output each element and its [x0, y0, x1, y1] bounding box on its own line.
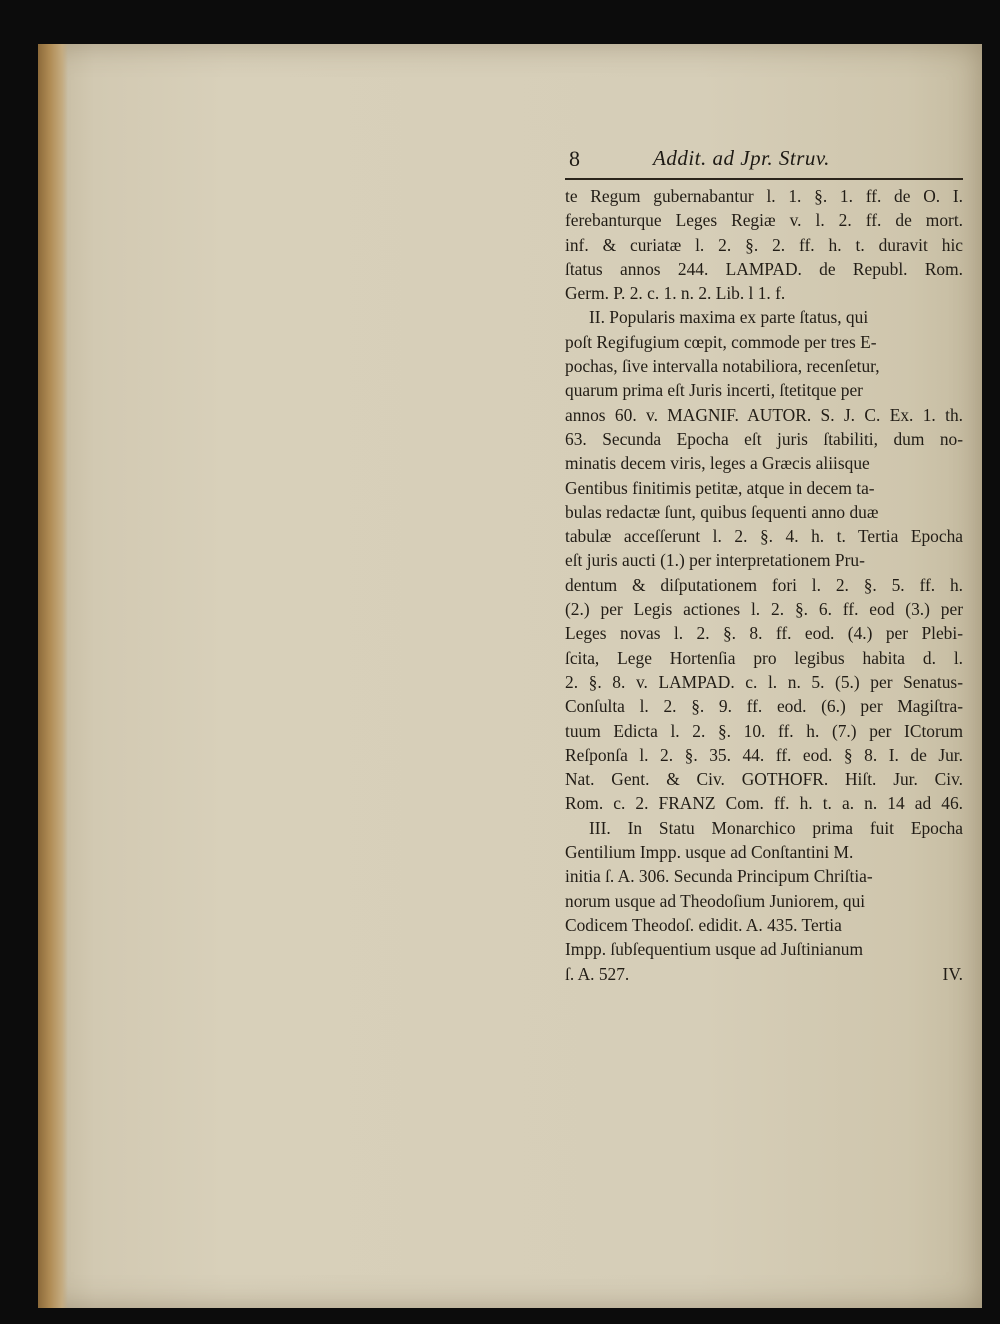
text-line: te Regum gubernabantur l. 1. §. 1. ff. de O. I. — [565, 186, 963, 206]
text-line: Germ. P. 2. c. 1. n. 2. Lib. l 1. f. — [565, 283, 786, 304]
text-line: Impp. ſubſequentium usque ad Juſtinianum — [565, 939, 864, 960]
final-text: ſ. A. 527. — [565, 963, 630, 984]
text-line: II. Popularis maxima ex parte ſtatus, qui — [589, 307, 869, 328]
text-line: Codicem Theodoſ. edidit. A. 435. Tertia — [565, 914, 842, 935]
text-line: tuum Edicta l. 2. §. 10. ff. h. (7.) per ICtorum — [565, 720, 963, 741]
text-line: annos 60. v. MAGNIF. AUTOR. S. J. C. Ex. 1. th. — [565, 404, 963, 425]
text-line: Gentilium Impp. usque ad Conſtantini M. — [565, 842, 854, 863]
text-line: pochas, ſive intervalla notabiliora, recenſetur, — [565, 356, 880, 377]
text-line: minatis decem viris, leges a Græcis aliisque — [565, 453, 870, 474]
text-line: tabulæ acceſſerunt l. 2. §. 4. h. t. Tertia Epocha — [565, 526, 963, 547]
final-line — [565, 962, 963, 986]
text-line: Reſponſa l. 2. §. 35. 44. ff. eod. § 8. I. de Jur. — [565, 744, 963, 765]
text-line: (2.) per Legis actiones l. 2. §. 6. ff. eod (3.) per — [565, 599, 963, 620]
text-line: Gentibus finitimis petitæ, atque in decem ta- — [565, 477, 875, 498]
text-line: initia ſ. A. 306. Secunda Principum Chriſtia- — [565, 866, 873, 887]
text-line: Rom. c. 2. FRANZ Com. ff. h. t. a. n. 14 ad 46. — [565, 793, 963, 814]
header-rule — [565, 178, 963, 180]
text-line: ſcita, Lege Hortenſia pro legibus habita d. l. — [565, 647, 963, 668]
text-line: Nat. Gent. & Civ. GOTHOFR. Hiſt. Jur. Civ. — [565, 769, 963, 790]
text-line: bulas redactæ ſunt, quibus ſequenti anno duæ — [565, 501, 879, 522]
text-line: ſtatus annos 244. LAMPAD. de Republ. Rom. — [565, 258, 963, 279]
text-line: Leges novas l. 2. §. 8. ff. eod. (4.) per Plebi- — [565, 623, 963, 644]
text-line: norum usque ad Theodoſium Juniorem, qui — [565, 890, 866, 911]
text-line: Conſulta l. 2. §. 9. ff. eod. (6.) per Magiſtra- — [565, 696, 963, 717]
body-text — [565, 184, 963, 986]
text-line: 2. §. 8. v. LAMPAD. c. l. n. 5. (5.) per Senatus- — [565, 671, 963, 692]
running-title: Addit. ad Jpr. Struv. — [653, 146, 830, 170]
text-line: III. In Statu Monarchico prima fuit Epocha — [589, 817, 963, 838]
text-line: 63. Secunda Epocha eſt juris ſtabiliti, dum no- — [565, 428, 963, 449]
page-gutter-edge — [38, 44, 68, 1308]
page-header — [565, 144, 963, 178]
text-line: ferebanturque Leges Regiæ v. l. 2. ff. de mort. — [565, 210, 963, 231]
page-number: 8 — [569, 146, 580, 171]
text-line: poſt Regifugium cœpit, commode per tres E- — [565, 331, 877, 352]
text-line: inf. & curiatæ l. 2. §. 2. ff. h. t. duravit hic — [565, 234, 963, 255]
catchword: IV. — [942, 963, 963, 984]
text-line: quarum prima eſt Juris incerti, ſtetitque per — [565, 380, 863, 401]
text-line: eſt juris aucti (1.) per interpretationem Pru- — [565, 550, 865, 571]
text-line: dentum & diſputationem fori l. 2. §. 5. ff. h. — [565, 574, 963, 595]
